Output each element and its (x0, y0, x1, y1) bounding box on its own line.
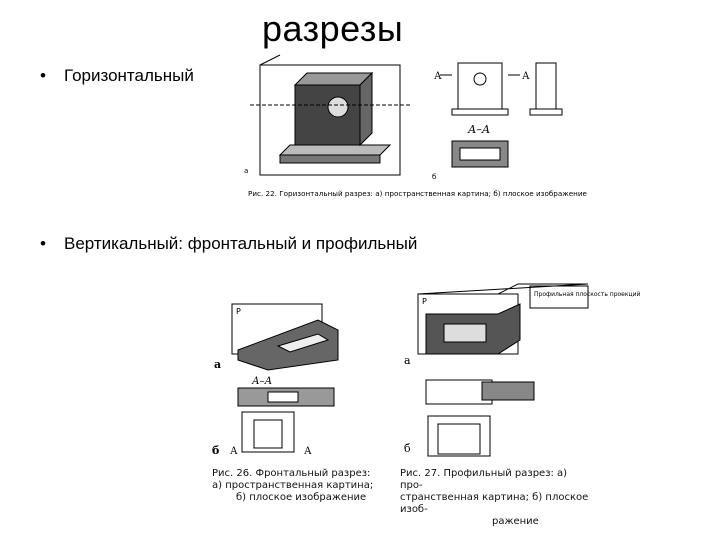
figure-profile-section (398, 284, 641, 464)
block-top (295, 73, 372, 85)
mark-a-left: А (434, 71, 442, 82)
section-view (482, 382, 534, 400)
bullet-vertical (40, 234, 417, 254)
section-cavity (268, 392, 298, 402)
label-a: а (404, 354, 411, 367)
bullet-dot: • (40, 234, 46, 253)
label-b: б (404, 442, 411, 455)
figure-caption: Рис. 22. Горизонтальный разрез: а) пространственная картина; б) плоское изображение (248, 189, 587, 198)
section-label: А–А (252, 376, 273, 387)
bullet-text: Вертикальный: фронтальный и профильный (64, 234, 418, 253)
plane-label: P (422, 297, 427, 306)
caption-line: б) плоское изображение (236, 492, 367, 503)
label-b: б (432, 173, 437, 181)
top-view-inner (438, 424, 480, 454)
block-side (360, 73, 372, 145)
figure-frontal-section (208, 300, 388, 460)
caption-line: Рис. 27. Профильный разрез: а) про- (400, 468, 568, 491)
plane-edge (260, 55, 280, 65)
label-b: б (212, 444, 220, 457)
hole-circle (328, 97, 348, 117)
mark-left: А (230, 446, 238, 457)
plane-label: P (236, 307, 241, 316)
figure-horizontal-section (240, 55, 587, 205)
plane-caption: Профильная плоскость проекций (534, 291, 641, 298)
label-a: а (214, 358, 222, 371)
caption-line: а) пространственная картина; (212, 480, 374, 491)
caption-line: Рис. 26. Фронтальный разрез: (212, 468, 371, 479)
front-view-hole (474, 73, 486, 85)
section-label: А–А (468, 123, 491, 136)
bullet-text: Горизонтальный (64, 66, 194, 85)
block-front (295, 85, 360, 145)
side-view (536, 63, 556, 109)
bullet-dot: • (40, 66, 46, 85)
profile-caption (400, 468, 592, 528)
frontal-caption (212, 468, 392, 504)
caption-line: странственная картина; б) плоское изоб- (400, 492, 589, 515)
base-top (280, 145, 390, 155)
front-view (458, 63, 502, 109)
slide-title: разрезы (262, 8, 404, 49)
front-view-base (452, 109, 508, 115)
section-cavity (460, 148, 500, 160)
mark-right: А (304, 446, 312, 457)
part-cavity (444, 324, 486, 342)
caption-line: ражение (492, 516, 539, 527)
top-view-inner (254, 420, 282, 448)
mark-a-right: А (522, 71, 530, 82)
base-front (280, 155, 380, 163)
side-view-base (530, 109, 562, 115)
label-a: а (244, 167, 249, 175)
bullet-horizontal (40, 66, 194, 86)
